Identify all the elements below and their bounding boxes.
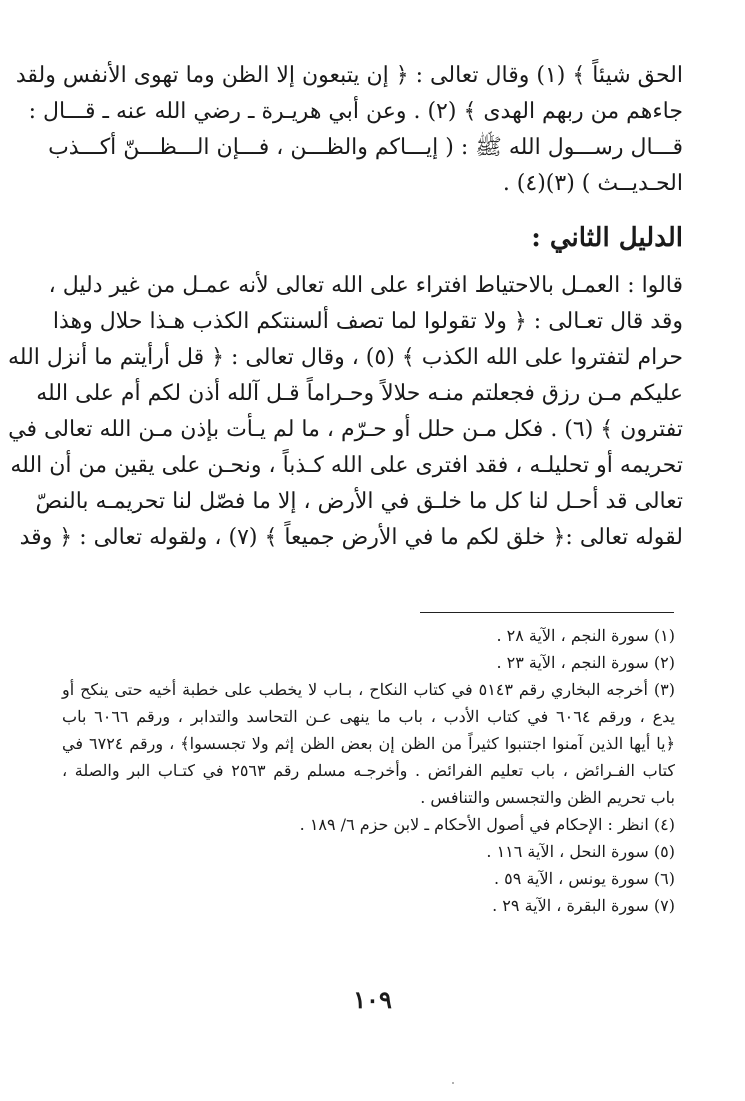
footnote: (٧) سورة البقرة ، الآية ٢٩ . <box>492 896 675 915</box>
footnote: (٤) انظر : الإحكام في أصول الأحكام ـ لابن حزم ٦/ ١٨٩ . <box>299 815 675 834</box>
intro-line: جاءهم من ربهم الهدى ﴾ (٢) . وعن أبي هريـرة ـ رضي الله عنه ـ قـــال : <box>28 99 683 124</box>
section-heading: الدليل الثاني : <box>531 223 683 253</box>
body-line: تحريمه أو تحليلـه ، فقد افترى على الله كـذباً ، ونحـن على يقين من أن الله <box>10 453 683 478</box>
body-line: حرام لتفتروا على الله الكذب ﴾ (٥) ، وقال تعالى : ﴿ قل أرأيتم ما أنزل الله <box>8 345 683 370</box>
page-number: ١٠٩ <box>353 985 392 1014</box>
footnote: (٢) سورة النجم ، الآية ٢٣ . <box>496 653 675 672</box>
main-text <box>8 58 683 556</box>
footnote: (١) سورة النجم ، الآية ٢٨ . <box>496 626 675 645</box>
footnote: (٥) سورة النحل ، الآية ١١٦ . <box>486 842 675 861</box>
footnote: (٣) أخرجه البخاري رقم ٥١٤٣ في كتاب النكاح ، بـاب لا يخطب على خطبة أخيه حتى ينكح أو <box>62 680 676 699</box>
body-line: تفترون ﴾ (٦) . فكل مـن حلل أو حـرّم ، ما لم يـأت بإذن مـن الله تعالى في <box>8 417 683 442</box>
body-line: عليكم مـن رزق فجعلتم منـه حلالاً وحـراماً قـل آلله أذن لكم أم على الله <box>36 381 683 406</box>
intro-line: الحـديــث ) (٣)(٤) . <box>502 171 683 196</box>
footnote-divider <box>420 612 674 613</box>
intro-line: قـــال رســـول الله ﷺ : ( إيـــاكم والظـــن ، فـــإن الـــظـــنّ أكـــذب <box>48 135 683 160</box>
body-line: وقد قال تعـالى : ﴿ ولا تقولوا لما تصف ألسنتكم الكذب هـذا حلال وهذا <box>52 309 683 334</box>
footnote-continuation: يدع ، ورقم ٦٠٦٤ في كتاب الأدب ، باب ما ينهى عـن التحاسد والتدابر ، ورقم ٦٠٦٦ باب <box>62 707 676 726</box>
footnote-continuation: كتاب الفـرائض ، باب تعليم الفرائض . وأخرجـه مسلم رقم ٢٥٦٣ في كتـاب البر والصلة ، <box>62 761 676 780</box>
body-line: تعالى قد أحـل لنا كل ما خلـق في الأرض ، إلا ما فصّل لنا تحريمـه بالنصّ <box>35 489 683 514</box>
footnote-continuation: باب تحريم الظن والتجسس والتنافس . <box>420 788 675 807</box>
footnotes <box>62 622 675 919</box>
footnote: (٦) سورة يونس ، الآية ٥٩ . <box>494 869 675 888</box>
intro-line: الحق شيئاً ﴾ (١) وقال تعالى : ﴿ إن يتبعون إلا الظن وما تهوى الأنفس ولقد <box>15 63 683 88</box>
scan-speck <box>452 1082 454 1084</box>
footnote-continuation: ﴿يا أيها الذين آمنوا اجتنبوا كثيراً من الظن إن بعض الظن إثم ولا تجسسوا﴾ ، ورقم ٦٧٢٤ في <box>62 734 676 753</box>
body-line: قالوا : العمـل بالاحتياط افتراء على الله تعالى لأنه عمـل من غير دليل ، <box>48 273 683 298</box>
body-line: لقوله تعالى :﴿ خلق لكم ما في الأرض جميعاً ﴾ (٧) ، ولقوله تعالى : ﴿ وقد <box>19 525 683 550</box>
